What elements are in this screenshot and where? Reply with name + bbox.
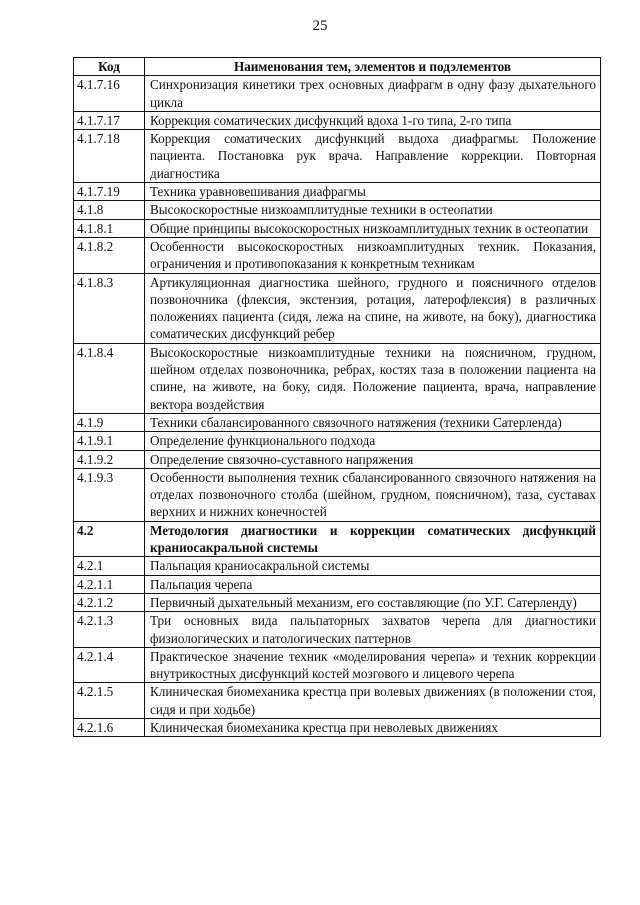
row-title: Техники сбалансированного связочного натяжения (техники Сатерленда): [145, 413, 601, 431]
table-row: [74, 237, 601, 273]
row-title: Коррекция соматических дисфункций вдоха 1-го типа, 2-го типа: [145, 111, 601, 129]
table-row: [74, 183, 601, 201]
row-code: 4.2.1: [74, 557, 145, 575]
table-row: [74, 76, 601, 112]
table-header-row: [74, 58, 601, 76]
row-title: Синхронизация кинетики трех основных диафрагм в одну фазу дыхательного цикла: [145, 76, 601, 112]
row-title: Практическое значение техник «моделирования черепа» и техник коррекции внутрикостных дисфункций костей мозгового и лицевого черепа: [145, 647, 601, 683]
table-row: [74, 450, 601, 468]
row-title: Определение функционального подхода: [145, 432, 601, 450]
name-column-header: Наименования тем, элементов и подэлементов: [145, 58, 601, 76]
row-code: 4.1.9.1: [74, 432, 145, 450]
table-row: [74, 593, 601, 611]
table-row: [74, 130, 601, 183]
table-row: [74, 521, 601, 557]
row-code: 4.1.8.1: [74, 219, 145, 237]
table-row: [74, 219, 601, 237]
row-code: 4.2.1.2: [74, 593, 145, 611]
row-title: Артикуляционная диагностика шейного, грудного и поясничного отделов позвоночника (флексия, экстензия, ротация, латерофлексия) в различных положениях пациента (сидя, лежа на спине, на животе, на боку), диагностика соматических дисфункций ребер: [145, 273, 601, 343]
table-row: [74, 111, 601, 129]
row-code: 4.1.7.17: [74, 111, 145, 129]
row-code: 4.1.8.4: [74, 343, 145, 413]
row-title: Определение связочно-суставного напряжения: [145, 450, 601, 468]
row-code: 4.2: [74, 521, 145, 557]
row-code: 4.1.8.3: [74, 273, 145, 343]
page-number: 25: [312, 18, 328, 34]
table-row: [74, 647, 601, 683]
code-column-header: Код: [74, 58, 145, 76]
row-title: Методология диагностики и коррекции соматических дисфункций краниосакральной системы: [145, 521, 601, 557]
row-title: Пальпация черепа: [145, 575, 601, 593]
row-title: Техника уравновешивания диафрагмы: [145, 183, 601, 201]
row-code: 4.2.1.4: [74, 647, 145, 683]
row-code: 4.1.7.18: [74, 130, 145, 183]
row-title: Особенности высокоскоростных низкоамплитудных техник. Показания, ограничения и противопоказания к конкретным техникам: [145, 237, 601, 273]
row-code: 4.2.1.6: [74, 718, 145, 736]
row-title: Клиническая биомеханика крестца при волевых движениях (в положении стоя, сидя и при ходьбе): [145, 683, 601, 719]
row-title: Высокоскоростные низкоамплитудные техники на поясничном, грудном, шейном отделах позвоночника, ребрах, костях таза в положении пациента на спине, на животе, на боку, сидя. Положение пациента, врача, направление вектора воздействия: [145, 343, 601, 413]
table-row: [74, 273, 601, 343]
row-title: Первичный дыхательный механизм, его составляющие (по У.Г. Сатерленду): [145, 593, 601, 611]
row-title: Клиническая биомеханика крестца при неволевых движениях: [145, 718, 601, 736]
table-row: [74, 201, 601, 219]
table-row: [74, 413, 601, 431]
row-code: 4.1.9: [74, 413, 145, 431]
table-row: [74, 575, 601, 593]
table-row: [74, 557, 601, 575]
row-title: Коррекция соматических дисфункций выдоха диафрагмы. Положение пациента. Постановка рук врача. Направление коррекции. Повторная диагностика: [145, 130, 601, 183]
row-title: Особенности выполнения техник сбалансированного связочного натяжения на отделах позвоночного столба (шейном, грудном, поясничном), таза, суставах верхних и нижних конечностей: [145, 468, 601, 521]
row-title: Три основных вида пальпаторных захватов черепа для диагностики физиологических и патологических паттернов: [145, 612, 601, 648]
row-code: 4.2.1.3: [74, 612, 145, 648]
row-title: Высокоскоростные низкоамплитудные техники в остеопатии: [145, 201, 601, 219]
table-row: [74, 468, 601, 521]
row-title: Пальпация краниосакральной системы: [145, 557, 601, 575]
curriculum-table: [73, 57, 601, 737]
table-row: [74, 343, 601, 413]
row-title: Общие принципы высокоскоростных низкоамплитудных техник в остеопатии: [145, 219, 601, 237]
table-row: [74, 718, 601, 736]
row-code: 4.2.1.5: [74, 683, 145, 719]
row-code: 4.1.9.2: [74, 450, 145, 468]
row-code: 4.1.8.2: [74, 237, 145, 273]
row-code: 4.2.1.1: [74, 575, 145, 593]
table-row: [74, 432, 601, 450]
row-code: 4.1.8: [74, 201, 145, 219]
table-row: [74, 612, 601, 648]
row-code: 4.1.9.3: [74, 468, 145, 521]
row-code: 4.1.7.16: [74, 76, 145, 112]
table-body: [74, 76, 601, 737]
table-row: [74, 683, 601, 719]
row-code: 4.1.7.19: [74, 183, 145, 201]
